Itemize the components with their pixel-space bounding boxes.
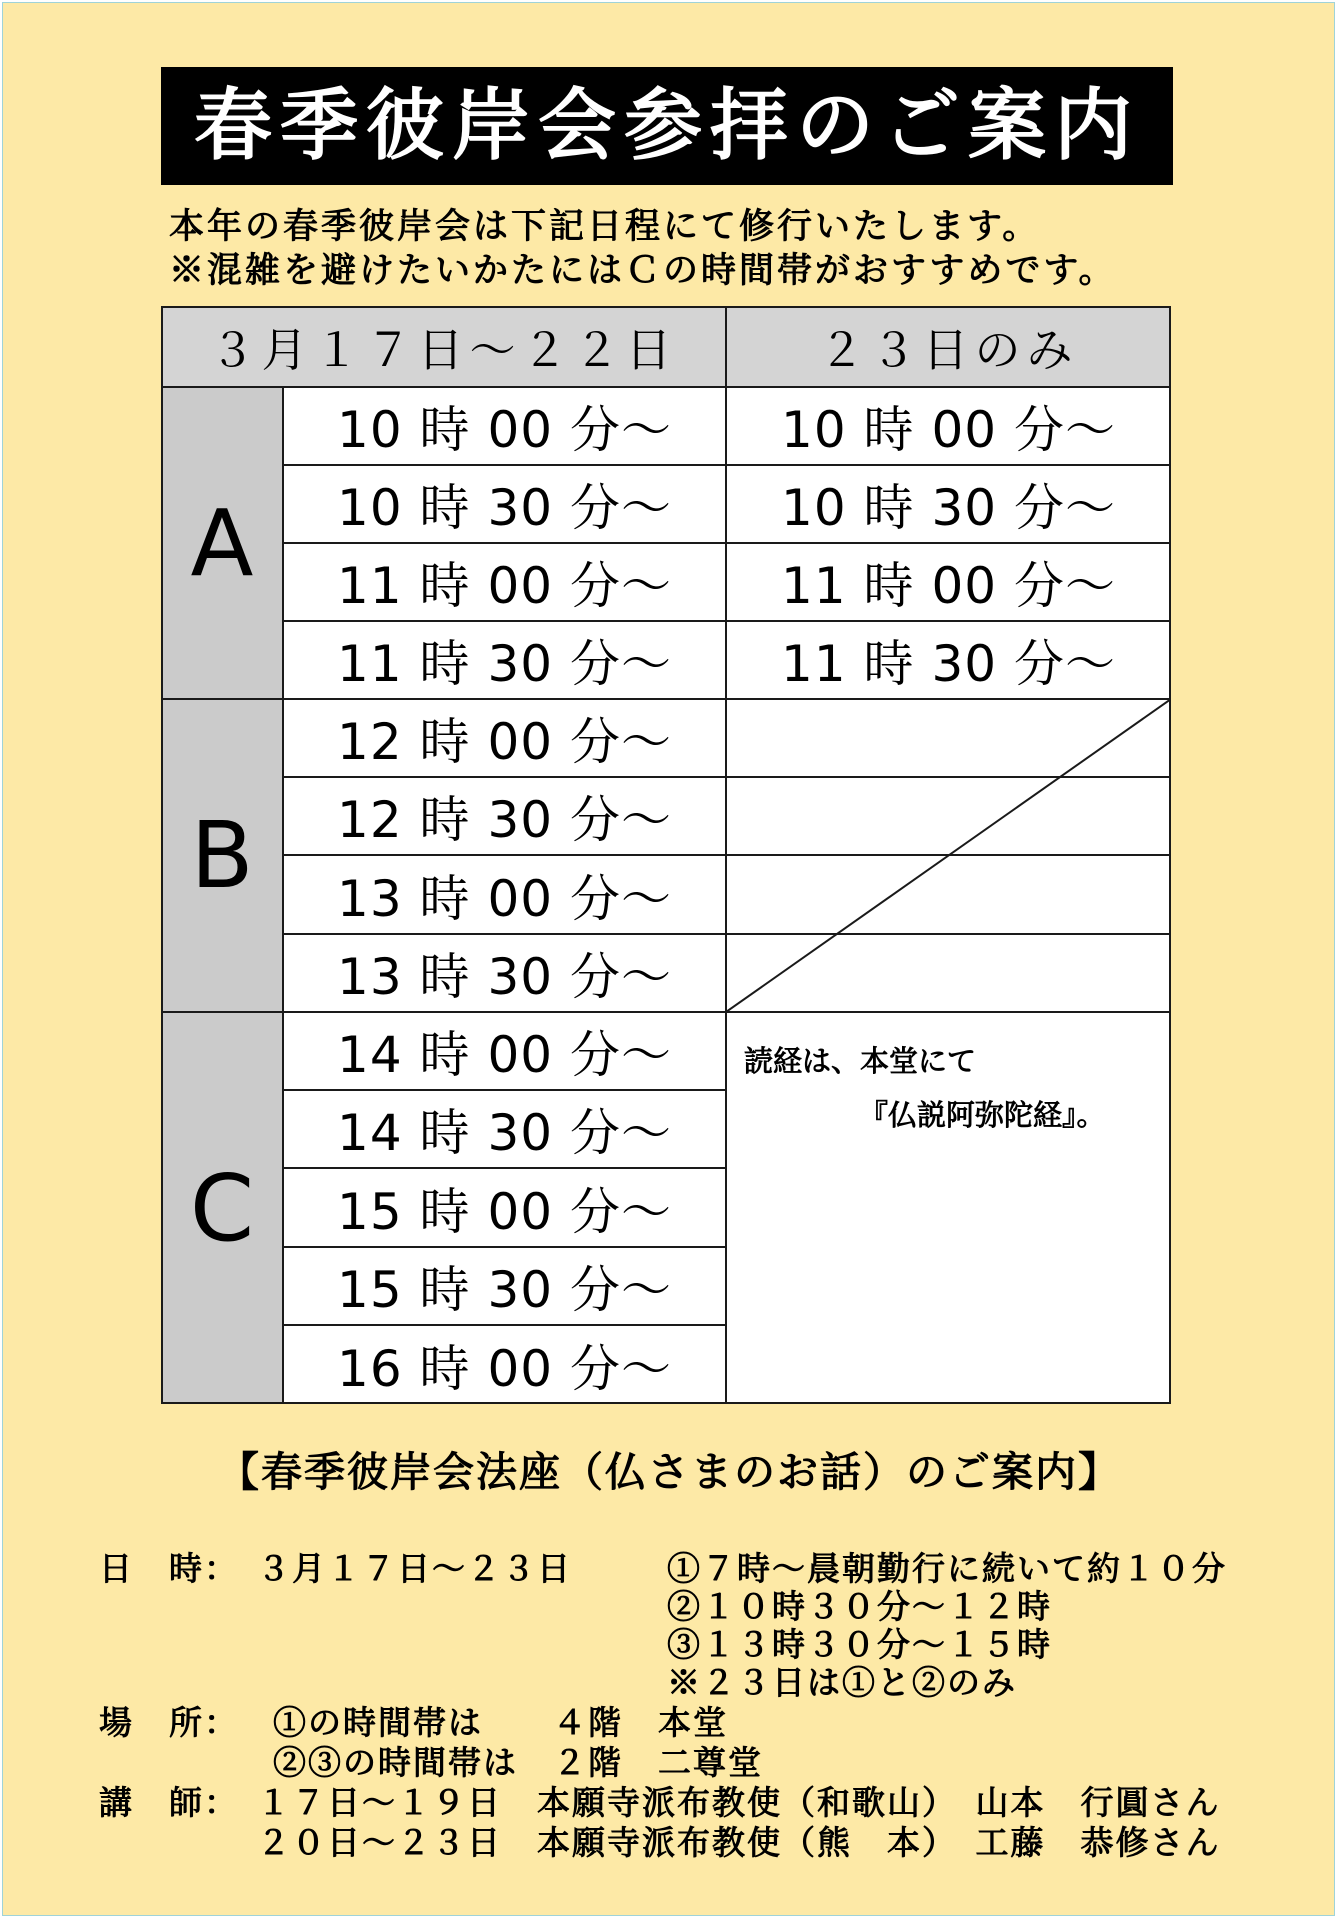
time-slot: 16 時 00 分～ bbox=[283, 1325, 726, 1404]
time-slot: 10 時 30 分～ bbox=[283, 465, 726, 543]
time-slot: 15 時 30 分～ bbox=[283, 1247, 726, 1325]
place-2: ②③の時間帯は ２階 二尊堂 bbox=[273, 1743, 763, 1782]
group-b-label: B bbox=[161, 699, 283, 1012]
place-label: 場 所： bbox=[99, 1703, 239, 1742]
sermon-title: 【春季彼岸会法座（仏さまのお話）のご案内】 bbox=[218, 1448, 1121, 1496]
time-slot: 14 時 30 分～ bbox=[283, 1090, 726, 1168]
table-border bbox=[282, 387, 284, 1404]
lecturer-2: ２０日～２３日 本願寺派布教使（熊 本） 工藤 恭修さん bbox=[257, 1823, 1221, 1862]
note-line-2: 『仏説阿弥陀経』。 bbox=[859, 1098, 1106, 1132]
header-23rd: ２３日のみ bbox=[726, 306, 1171, 387]
time-slot-23: 10 時 30 分～ bbox=[726, 465, 1171, 543]
header-dates: ３月１７日～２２日 bbox=[161, 306, 726, 387]
table-border bbox=[283, 1246, 726, 1248]
time-slot: 10 時 00 分～ bbox=[283, 387, 726, 465]
time-slot-23: 11 時 00 分～ bbox=[726, 543, 1171, 621]
place-1: ①の時間帯は ４階 本堂 bbox=[273, 1703, 728, 1742]
table-border bbox=[161, 1402, 1171, 1404]
poster bbox=[2, 2, 1335, 1916]
intro-line-1: 本年の春季彼岸会は下記日程にて修行いたします。 bbox=[169, 206, 1041, 247]
table-border bbox=[161, 386, 1171, 388]
group-c-label: C bbox=[161, 1012, 283, 1404]
diagonal-strike bbox=[726, 699, 1171, 1012]
time-slot: 11 時 00 分～ bbox=[283, 543, 726, 621]
intro-line-2: ※混雑を避けたいかたにはＣの時間帯がおすすめです。 bbox=[169, 250, 1117, 291]
table-border bbox=[283, 542, 1171, 544]
group-a-label: A bbox=[161, 387, 283, 699]
schedule-table bbox=[161, 306, 1171, 1404]
time-slot: 13 時 30 分～ bbox=[283, 934, 726, 1012]
lecturer-label: 講 師： bbox=[99, 1783, 239, 1822]
time-slot: 11 時 30 分～ bbox=[283, 621, 726, 699]
slot-3: ③１３時３０分～１５時 bbox=[667, 1625, 1052, 1664]
time-slot: 15 時 00 分～ bbox=[283, 1168, 726, 1247]
date-value: ３月１７日～２３日 bbox=[257, 1549, 572, 1588]
date-label: 日 時： bbox=[99, 1549, 239, 1588]
slot-1: ①７時～晨朝勤行に続いて約１０分 bbox=[667, 1549, 1227, 1588]
table-border bbox=[161, 306, 1171, 308]
table-border bbox=[161, 306, 163, 1404]
page-title: 春季彼岸会参拝のご案内 bbox=[161, 67, 1173, 185]
table-border bbox=[283, 464, 1171, 466]
time-slot: 12 時 30 分～ bbox=[283, 777, 726, 855]
table-border bbox=[283, 1324, 726, 1326]
sutra-note bbox=[744, 1034, 1164, 1142]
time-slot: 14 時 00 分～ bbox=[283, 1012, 726, 1090]
table-border bbox=[283, 620, 1171, 622]
table-border bbox=[283, 1167, 726, 1169]
time-slot-23: 10 時 00 分～ bbox=[726, 387, 1171, 465]
note-line-1: 読経は、本堂にて bbox=[744, 1044, 977, 1078]
slot-2: ②１０時３０分～１２時 bbox=[667, 1587, 1052, 1626]
time-slot: 13 時 00 分～ bbox=[283, 855, 726, 934]
time-slot: 12 時 00 分～ bbox=[283, 699, 726, 777]
table-border bbox=[283, 1089, 726, 1091]
lecturer-1: １７日～１９日 本願寺派布教使（和歌山） 山本 行圓さん bbox=[257, 1783, 1221, 1822]
time-slot-23: 11 時 30 分～ bbox=[726, 621, 1171, 699]
slot-note: ※２３日は①と②のみ bbox=[667, 1663, 1017, 1702]
